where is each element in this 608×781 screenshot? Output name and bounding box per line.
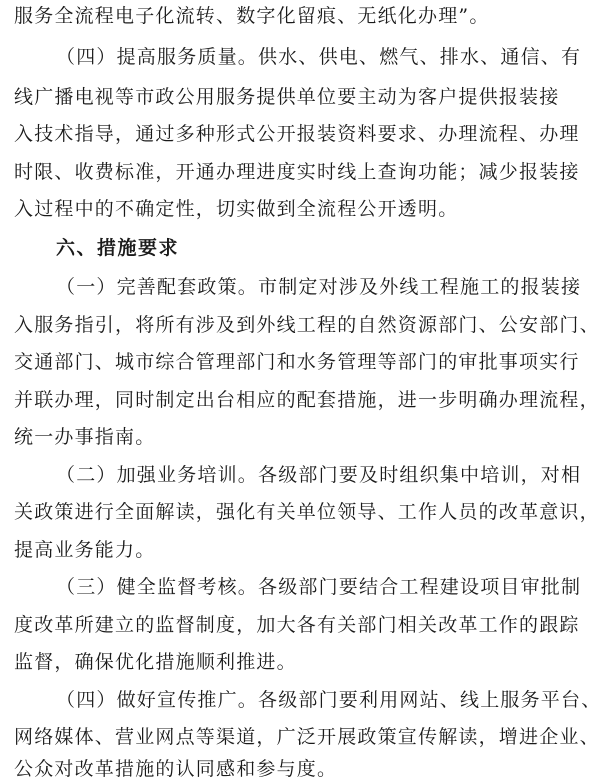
paragraph-line: 线广播电视等市政公用服务提供单位要主动为客户提供报装接	[14, 86, 560, 108]
paragraph-line: （一）完善配套政策。市制定对涉及外线工程施工的报装接	[56, 276, 582, 298]
paragraph-line: 关政策进行全面解读，强化有关单位领导、工作人员的改革意识，	[14, 501, 600, 523]
paragraph-line: （四）做好宣传推广。各级部门要利用网站、线上服务平台、	[56, 689, 602, 711]
paragraph-line: 交通部门、城市综合管理部门和水务管理等部门的审批事项实行	[14, 351, 580, 373]
paragraph-line: 并联办理，同时制定出台相应的配套措施，进一步明确办理流程，	[14, 389, 600, 411]
paragraph-line: 提高业务能力。	[14, 539, 156, 561]
paragraph-line: 公众对改革措施的认同感和参与度。	[14, 758, 338, 780]
paragraph-line: 统一办事指南。	[14, 426, 156, 448]
paragraph-line: 度改革所建立的监督制度，加大各有关部门相关改革工作的跟踪	[14, 614, 580, 636]
paragraph-line: 入服务指引，将所有涉及到外线工程的自然资源部门、公安部门、	[14, 314, 600, 336]
paragraph-line: （四）提高服务质量。供水、供电、燃气、排水、通信、有	[56, 46, 582, 68]
paragraph-line: 时限、收费标准，开通办理进度实时线上查询功能；减少报装接	[14, 161, 580, 183]
paragraph-line: 入技术指导，通过多种形式公开报装资料要求、办理流程、办理	[14, 123, 580, 145]
paragraph-line: （三）健全监督考核。各级部门要结合工程建设项目审批制	[56, 576, 582, 598]
paragraph-line: （二）加强业务培训。各级部门要及时组织集中培训，对相	[56, 464, 582, 486]
paragraph-line: 服务全流程电子化流转、数字化留痕、无纸化办理”。	[14, 5, 490, 27]
paragraph-line: 监督，确保优化措施顺利推进。	[14, 651, 297, 673]
paragraph-line: 网络媒体、营业网点等渠道，广泛开展政策宣传解读，增进企业、	[14, 726, 600, 748]
section-heading: 六、措施要求	[56, 237, 180, 259]
paragraph-line: 入过程中的不确定性，切实做到全流程公开透明。	[14, 198, 459, 220]
